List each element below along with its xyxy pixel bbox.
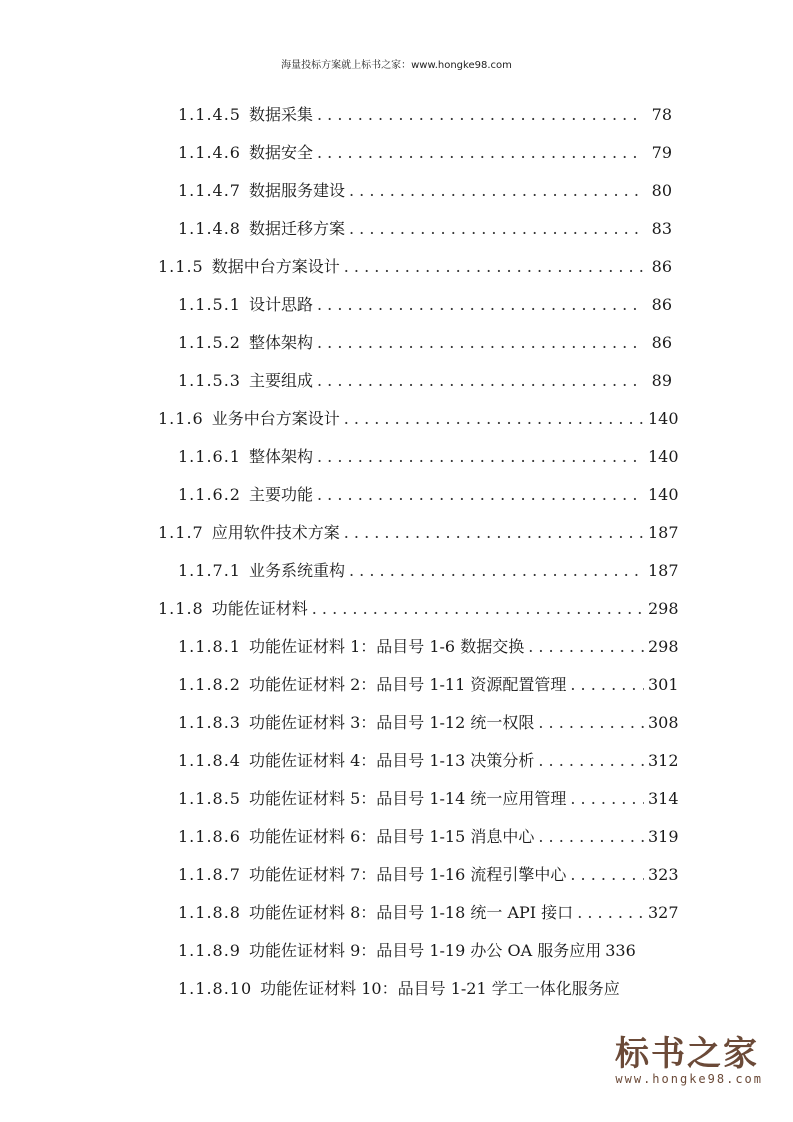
- toc-number: 1.1.8.6: [178, 827, 241, 846]
- toc-title: 主要组成: [248, 371, 313, 390]
- toc-number: 1.1.8.3: [178, 713, 241, 732]
- toc-leader-dots: [349, 556, 644, 586]
- watermark-url: www.hongke98.com: [615, 1072, 763, 1086]
- toc-entry[interactable]: [178, 670, 679, 700]
- toc-title: 主要功能: [248, 485, 313, 504]
- toc-entry[interactable]: [158, 404, 679, 434]
- toc-leader-dots: [317, 480, 644, 510]
- toc-entry[interactable]: [178, 328, 672, 358]
- toc-page-number: 80: [651, 181, 672, 200]
- toc-page-number: 140: [648, 485, 679, 504]
- toc-leader-dots: [570, 670, 644, 700]
- toc-entry[interactable]: [178, 442, 679, 472]
- toc-entry[interactable]: [178, 974, 672, 1004]
- toc-page-number: 79: [651, 143, 672, 162]
- toc-leader-dots: [528, 632, 644, 662]
- toc-entry[interactable]: [178, 480, 679, 510]
- toc-number: 1.1.7: [158, 523, 204, 542]
- toc-page-number: 312: [648, 751, 679, 770]
- toc-leader-dots: [570, 860, 644, 890]
- toc-page-number: 308: [648, 713, 679, 732]
- toc-title: 功能佐证材料 8：品目号 1-18 统一 API 接口: [248, 903, 574, 922]
- toc-page-number: 301: [648, 675, 679, 694]
- toc-page-number: 298: [648, 637, 679, 656]
- toc-title: 业务系统重构: [248, 561, 345, 580]
- toc-page-number: 78: [651, 105, 672, 124]
- toc-entry[interactable]: [158, 518, 679, 548]
- toc-number: 1.1.6.1: [178, 447, 241, 466]
- toc-page-number: 336: [605, 941, 636, 960]
- toc-entry[interactable]: [178, 860, 679, 890]
- toc-title: 功能佐证材料 1：品目号 1-6 数据交换: [248, 637, 525, 656]
- toc-leader-dots: [317, 366, 644, 396]
- toc-number: 1.1.5.1: [178, 295, 241, 314]
- toc-entry[interactable]: [178, 746, 679, 776]
- toc-page-number: 187: [648, 523, 679, 542]
- toc-page-number: 323: [648, 865, 679, 884]
- toc-title: 设计思路: [248, 295, 313, 314]
- toc-number: 1.1.8.9: [178, 941, 241, 960]
- toc-number: 1.1.4.8: [178, 219, 241, 238]
- toc-title: 功能佐证材料 2：品目号 1-11 资源配置管理: [248, 675, 567, 694]
- toc-number: 1.1.8.7: [178, 865, 241, 884]
- toc-entry[interactable]: [178, 632, 679, 662]
- toc-title: 功能佐证材料 7：品目号 1-16 流程引擎中心: [248, 865, 567, 884]
- toc-page-number: 314: [648, 789, 679, 808]
- toc-number: 1.1.8.8: [178, 903, 241, 922]
- toc-title: 数据采集: [248, 105, 313, 124]
- toc-page-number: 140: [648, 447, 679, 466]
- toc-entry[interactable]: [178, 100, 672, 130]
- toc-entry[interactable]: [178, 708, 679, 738]
- toc-page-number: 327: [648, 903, 679, 922]
- toc-title: 功能佐证材料 5：品目号 1-14 统一应用管理: [248, 789, 567, 808]
- toc-page-number: 86: [651, 333, 672, 352]
- toc-entry[interactable]: [178, 290, 672, 320]
- toc-leader-dots: [349, 176, 644, 206]
- toc-entry[interactable]: [178, 214, 672, 244]
- toc-leader-dots: [317, 138, 644, 168]
- toc-number: 1.1.8.1: [178, 637, 241, 656]
- toc-page-number: 86: [651, 295, 672, 314]
- toc-number: 1.1.8.4: [178, 751, 241, 770]
- toc-title: 数据服务建设: [248, 181, 345, 200]
- toc-number: 1.1.4.6: [178, 143, 241, 162]
- toc-leader-dots: [538, 708, 644, 738]
- toc-number: 1.1.8.10: [178, 979, 253, 998]
- toc-leader-dots: [312, 594, 644, 624]
- toc-number: 1.1.8.5: [178, 789, 241, 808]
- toc-title: 整体架构: [248, 333, 313, 352]
- toc-page-number: 319: [648, 827, 679, 846]
- toc-leader-dots: [344, 518, 644, 548]
- toc-title: 功能佐证材料 4：品目号 1-13 决策分析: [248, 751, 535, 770]
- toc-title: 功能佐证材料 9：品目号 1-19 办公 OA 服务应用: [248, 941, 602, 960]
- toc-page-number: 298: [648, 599, 679, 618]
- toc-leader-dots: [577, 898, 644, 928]
- toc-page-number: 89: [651, 371, 672, 390]
- toc-page-number: 187: [648, 561, 679, 580]
- toc-leader-dots: [349, 214, 644, 244]
- toc-title: 业务中台方案设计: [211, 409, 340, 428]
- toc-title: 数据迁移方案: [248, 219, 345, 238]
- toc-leader-dots: [317, 442, 644, 472]
- page-header: 海量投标方案就上标书之家：www.hongke98.com: [281, 60, 512, 71]
- toc-number: 1.1.5: [158, 257, 204, 276]
- toc-leader-dots: [570, 784, 644, 814]
- toc-title: 功能佐证材料 3：品目号 1-12 统一权限: [248, 713, 535, 732]
- toc-number: 1.1.4.5: [178, 105, 241, 124]
- toc-entry[interactable]: [178, 822, 679, 852]
- toc-entry[interactable]: [178, 936, 672, 966]
- toc-entry[interactable]: [178, 898, 679, 928]
- toc-number: 1.1.8: [158, 599, 204, 618]
- toc-page-number: 83: [651, 219, 672, 238]
- toc-title: 功能佐证材料 10：品目号 1-21 学工一体化服务应: [260, 979, 620, 998]
- toc-leader-dots: [317, 328, 644, 358]
- toc-number: 1.1.6.2: [178, 485, 241, 504]
- toc-leader-dots: [317, 290, 644, 320]
- toc-entry[interactable]: [158, 252, 672, 282]
- toc-entry[interactable]: [178, 138, 672, 168]
- toc-leader-dots: [317, 100, 644, 130]
- toc-number: 1.1.5.2: [178, 333, 241, 352]
- watermark-logo: [607, 1026, 767, 1096]
- toc-leader-dots: [538, 746, 644, 776]
- watermark-title: 标书之家: [615, 1034, 759, 1074]
- toc-entry[interactable]: [178, 556, 679, 586]
- toc-title: 功能佐证材料 6：品目号 1-15 消息中心: [248, 827, 535, 846]
- toc-entry[interactable]: [178, 176, 672, 206]
- toc-number: 1.1.4.7: [178, 181, 241, 200]
- toc-entry[interactable]: [178, 366, 672, 396]
- toc-number: 1.1.8.2: [178, 675, 241, 694]
- toc-title: 数据中台方案设计: [211, 257, 340, 276]
- toc-title: 整体架构: [248, 447, 313, 466]
- toc-title: 应用软件技术方案: [211, 523, 340, 542]
- toc-page-number: 86: [651, 257, 672, 276]
- toc-leader-dots: [344, 252, 644, 282]
- toc-entry[interactable]: [158, 594, 679, 624]
- toc-leader-dots: [538, 822, 644, 852]
- toc-page-number: 140: [648, 409, 679, 428]
- toc-leader-dots: [344, 404, 644, 434]
- toc-entry[interactable]: [178, 784, 679, 814]
- toc-title: 功能佐证材料: [211, 599, 308, 618]
- toc-number: 1.1.5.3: [178, 371, 241, 390]
- toc-number: 1.1.6: [158, 409, 204, 428]
- toc-number: 1.1.7.1: [178, 561, 241, 580]
- toc-title: 数据安全: [248, 143, 313, 162]
